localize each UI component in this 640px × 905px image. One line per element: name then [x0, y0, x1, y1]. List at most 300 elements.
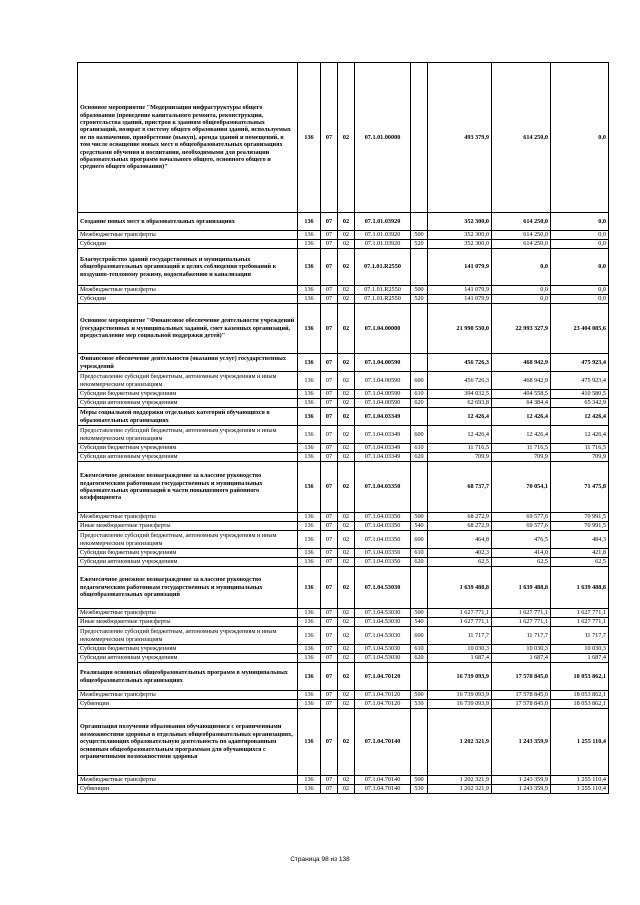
row-amount-y3: 1 639 488,8: [551, 567, 609, 609]
row-target-code: 07.1.04.53030: [355, 609, 411, 618]
row-amount-y3: 0,0: [551, 286, 609, 295]
row-amount-y2: 12 426,4: [492, 408, 551, 426]
row-subsection: 02: [338, 63, 355, 213]
row-amount-y2: 22 993 327,9: [492, 304, 551, 354]
row-section: 07: [321, 558, 338, 567]
row-amount-y1: 464,8: [428, 531, 492, 549]
row-amount-y1: 68 272,9: [428, 522, 492, 531]
row-target-code: 07.1.04.00000: [355, 304, 411, 354]
row-amount-y2: 614 250,0: [492, 213, 551, 231]
row-amount-y1: 141 079,9: [428, 249, 492, 286]
row-gr-code: 136: [298, 304, 321, 354]
row-target-code: 07.1.01.R2550: [355, 295, 411, 304]
row-name: Предоставление субсидий бюджетным, автономным учреждениям и иным некоммерческим организациям: [78, 372, 298, 390]
row-name: Создание новых мест в образовательных организациях: [78, 213, 298, 231]
row-subsection: 02: [338, 776, 355, 785]
row-section: 07: [321, 453, 338, 462]
row-section: 07: [321, 240, 338, 249]
page-number: Страница 98 из 138: [290, 856, 350, 863]
row-subsection: 02: [338, 691, 355, 700]
table-row: [78, 663, 609, 691]
row-amount-y2: 1 627 771,1: [492, 618, 551, 627]
row-target-code: 07.1.04.03349: [355, 408, 411, 426]
row-section: 07: [321, 304, 338, 354]
row-expense-type: 610: [411, 645, 428, 654]
row-amount-y1: 1 627 771,1: [428, 609, 492, 618]
row-section: 07: [321, 390, 338, 399]
table-row: [78, 618, 609, 627]
table-row: [78, 709, 609, 776]
row-amount-y3: 475 923,4: [551, 354, 609, 372]
table-row: [78, 567, 609, 609]
row-amount-y2: 0,0: [492, 295, 551, 304]
row-subsection: 02: [338, 399, 355, 408]
row-expense-type: [411, 249, 428, 286]
row-section: 07: [321, 531, 338, 549]
row-amount-y3: 18 053 862,1: [551, 691, 609, 700]
row-section: 07: [321, 522, 338, 531]
row-name: Ежемесячное денежное вознаграждение за классное руководство педагогическим работникам государственных и муниципальных образовательных организаций в части повышенного районного коэффициента: [78, 462, 298, 513]
row-name: Межбюджетные трансферты: [78, 286, 298, 295]
row-name: Ежемесячное денежное вознаграждение за классное руководство педагогическим работникам государственных и муниципальных общеобразовательных организаций: [78, 567, 298, 609]
row-expense-type: 500: [411, 231, 428, 240]
table-row: [78, 295, 609, 304]
row-section: 07: [321, 63, 338, 213]
row-gr-code: 136: [298, 426, 321, 444]
row-amount-y1: 16 739 093,9: [428, 663, 492, 691]
table-row: [78, 785, 609, 794]
row-target-code: 07.1.01.R2550: [355, 286, 411, 295]
row-name: Субсидии автономным учреждениям: [78, 654, 298, 663]
row-expense-type: 540: [411, 522, 428, 531]
row-gr-code: 136: [298, 231, 321, 240]
row-expense-type: [411, 304, 428, 354]
row-target-code: 07.1.04.03349: [355, 426, 411, 444]
table-row: [78, 390, 609, 399]
row-subsection: 02: [338, 444, 355, 453]
row-gr-code: 136: [298, 531, 321, 549]
row-amount-y3: 0,0: [551, 63, 609, 213]
row-amount-y2: 62,5: [492, 558, 551, 567]
row-amount-y3: 421,8: [551, 549, 609, 558]
row-amount-y3: 1 627 771,1: [551, 618, 609, 627]
row-amount-y1: 141 079,9: [428, 286, 492, 295]
row-target-code: 07.1.04.53030: [355, 645, 411, 654]
row-name: Реализация основных общеобразовательных программ в муниципальных общеобразовательных организациях: [78, 663, 298, 691]
row-gr-code: 136: [298, 213, 321, 231]
row-name: Субсидии автономным учреждениям: [78, 399, 298, 408]
row-subsection: 02: [338, 408, 355, 426]
row-subsection: 02: [338, 295, 355, 304]
row-amount-y1: 1 202 321,9: [428, 776, 492, 785]
row-gr-code: 136: [298, 522, 321, 531]
row-section: 07: [321, 567, 338, 609]
row-amount-y3: 62,5: [551, 558, 609, 567]
row-expense-type: 530: [411, 700, 428, 709]
row-target-code: 07.1.04.70120: [355, 691, 411, 700]
row-expense-type: 620: [411, 558, 428, 567]
row-amount-y2: 10 030,3: [492, 645, 551, 654]
row-amount-y2: 64 384,4: [492, 399, 551, 408]
row-subsection: 02: [338, 663, 355, 691]
row-expense-type: 500: [411, 691, 428, 700]
row-amount-y3: 0,0: [551, 295, 609, 304]
row-amount-y2: 1 687,4: [492, 654, 551, 663]
row-section: 07: [321, 249, 338, 286]
table-row: [78, 627, 609, 645]
row-amount-y3: 475 923,4: [551, 372, 609, 390]
table-row: [78, 645, 609, 654]
row-gr-code: 136: [298, 399, 321, 408]
row-amount-y3: 12 426,4: [551, 426, 609, 444]
row-amount-y3: 23 404 085,6: [551, 304, 609, 354]
row-name: Межбюджетные трансферты: [78, 513, 298, 522]
row-target-code: 07.1.01.03920: [355, 213, 411, 231]
row-name: Межбюджетные трансферты: [78, 691, 298, 700]
row-amount-y3: 1 687,4: [551, 654, 609, 663]
row-section: 07: [321, 408, 338, 426]
row-expense-type: [411, 663, 428, 691]
row-expense-type: [411, 354, 428, 372]
row-amount-y3: 1 255 110,4: [551, 776, 609, 785]
row-gr-code: 136: [298, 709, 321, 776]
row-gr-code: 136: [298, 444, 321, 453]
row-subsection: 02: [338, 249, 355, 286]
row-target-code: 07.1.01.03920: [355, 231, 411, 240]
row-amount-y3: 18 053 862,1: [551, 663, 609, 691]
row-amount-y3: 0,0: [551, 240, 609, 249]
row-name: Предоставление субсидий бюджетным, автономным учреждениям и иным некоммерческим организациям: [78, 627, 298, 645]
row-subsection: 02: [338, 462, 355, 513]
row-amount-y1: 1 202 321,9: [428, 785, 492, 794]
row-amount-y3: 11 716,5: [551, 444, 609, 453]
row-gr-code: 136: [298, 390, 321, 399]
row-amount-y2: 1 639 488,8: [492, 567, 551, 609]
row-expense-type: 600: [411, 372, 428, 390]
row-expense-type: 500: [411, 609, 428, 618]
row-name: Финансовое обеспечение деятельности (оказания услуг) государственных учреждений: [78, 354, 298, 372]
row-expense-type: [411, 567, 428, 609]
row-amount-y2: 11 717,7: [492, 627, 551, 645]
row-amount-y1: 394 032,5: [428, 390, 492, 399]
row-subsection: 02: [338, 354, 355, 372]
table-row: [78, 522, 609, 531]
row-target-code: 07.1.04.70140: [355, 785, 411, 794]
row-section: 07: [321, 609, 338, 618]
table-row: [78, 408, 609, 426]
row-expense-type: [411, 213, 428, 231]
row-amount-y3: 11 717,7: [551, 627, 609, 645]
row-target-code: 07.1.04.53030: [355, 618, 411, 627]
row-target-code: 07.1.04.03350: [355, 513, 411, 522]
row-name: Межбюджетные трансферты: [78, 231, 298, 240]
row-name: Субсидии бюджетным учреждениям: [78, 645, 298, 654]
row-section: 07: [321, 709, 338, 776]
row-amount-y1: 456 726,3: [428, 372, 492, 390]
row-section: 07: [321, 700, 338, 709]
row-amount-y2: 414,0: [492, 549, 551, 558]
row-target-code: 07.1.04.03349: [355, 453, 411, 462]
row-name: Субвенции: [78, 785, 298, 794]
row-gr-code: 136: [298, 700, 321, 709]
row-target-code: 07.1.01.R2550: [355, 249, 411, 286]
row-gr-code: 136: [298, 618, 321, 627]
table-row: [78, 558, 609, 567]
row-subsection: 02: [338, 549, 355, 558]
row-name: Основное мероприятие "Финансовое обеспечение деятельности учреждений (государственных и муниципальных заданий, смет казенных организаций, предоставление мер социальной поддержки детей)": [78, 304, 298, 354]
row-subsection: 02: [338, 453, 355, 462]
row-amount-y3: 70 991,5: [551, 513, 609, 522]
row-subsection: 02: [338, 531, 355, 549]
row-gr-code: 136: [298, 63, 321, 213]
row-expense-type: 530: [411, 785, 428, 794]
row-subsection: 02: [338, 304, 355, 354]
row-section: 07: [321, 426, 338, 444]
row-subsection: 02: [338, 522, 355, 531]
row-amount-y1: 62 693,8: [428, 399, 492, 408]
row-amount-y2: 1 627 771,1: [492, 609, 551, 618]
row-amount-y2: 1 243 359,9: [492, 776, 551, 785]
row-amount-y3: 0,0: [551, 213, 609, 231]
row-amount-y3: 484,3: [551, 531, 609, 549]
row-gr-code: 136: [298, 654, 321, 663]
row-name: Предоставление субсидий бюджетным, автономным учреждениям и иным некоммерческим организациям: [78, 426, 298, 444]
row-gr-code: 136: [298, 691, 321, 700]
row-amount-y1: 1 687,4: [428, 654, 492, 663]
row-subsection: 02: [338, 558, 355, 567]
row-name: Иные межбюджетные трансферты: [78, 618, 298, 627]
row-gr-code: 136: [298, 462, 321, 513]
row-subsection: 02: [338, 240, 355, 249]
row-amount-y1: 141 079,9: [428, 295, 492, 304]
row-amount-y3: 71 475,8: [551, 462, 609, 513]
row-amount-y2: 614 250,0: [492, 231, 551, 240]
row-expense-type: 610: [411, 549, 428, 558]
row-target-code: 07.1.04.70120: [355, 700, 411, 709]
row-amount-y1: 11 717,7: [428, 627, 492, 645]
row-target-code: 07.1.04.70120: [355, 663, 411, 691]
row-subsection: 02: [338, 654, 355, 663]
row-amount-y1: 1 627 771,1: [428, 618, 492, 627]
row-name: Иные межбюджетные трансферты: [78, 522, 298, 531]
row-amount-y1: 352 300,0: [428, 231, 492, 240]
row-gr-code: 136: [298, 645, 321, 654]
row-name: Благоустройство зданий государственных и муниципальных общеобразовательных организаций в целях соблюдения требований к воздушно-тепловому режиму, водоснабжению и канализации: [78, 249, 298, 286]
row-gr-code: 136: [298, 453, 321, 462]
row-gr-code: 136: [298, 513, 321, 522]
row-amount-y2: 1 243 359,9: [492, 709, 551, 776]
table-row: [78, 609, 609, 618]
row-subsection: 02: [338, 372, 355, 390]
budget-table-body: [78, 63, 609, 794]
row-section: 07: [321, 354, 338, 372]
table-row: [78, 399, 609, 408]
row-expense-type: [411, 462, 428, 513]
row-amount-y2: 468 942,9: [492, 372, 551, 390]
row-gr-code: 136: [298, 663, 321, 691]
row-target-code: 07.1.01.00000: [355, 63, 411, 213]
row-expense-type: [411, 408, 428, 426]
row-target-code: 07.1.04.03350: [355, 531, 411, 549]
table-row: [78, 372, 609, 390]
row-amount-y3: 410 580,5: [551, 390, 609, 399]
row-amount-y1: 1 202 321,9: [428, 709, 492, 776]
row-expense-type: 620: [411, 399, 428, 408]
row-name: Субсидии бюджетным учреждениям: [78, 444, 298, 453]
row-amount-y1: 12 426,4: [428, 408, 492, 426]
row-section: 07: [321, 785, 338, 794]
row-name: Основное мероприятие "Модернизация инфраструктуры общего образования (проведение капитального ремонта, реконструкции, строительства зданий, пристроя к зданиям общеобразовательных организаций, возврат в систему общего образования зданий, используемых не по назначению, приобретение (выкуп), аренда зданий и помещений, в том числе оснащение новых мест в общеобразовательных организациях средствами обучения и воспитания, необходимыми для реализации образовательных программ начального общего, основного общего и среднего общего образования)": [78, 63, 298, 213]
row-name: Межбюджетные трансферты: [78, 776, 298, 785]
row-subsection: 02: [338, 618, 355, 627]
row-amount-y1: 352 300,0: [428, 240, 492, 249]
table-row: [78, 462, 609, 513]
row-name: Субсидии: [78, 240, 298, 249]
row-amount-y1: 493 379,9: [428, 63, 492, 213]
row-section: 07: [321, 213, 338, 231]
row-expense-type: 600: [411, 426, 428, 444]
row-target-code: 07.1.04.03350: [355, 462, 411, 513]
row-amount-y2: 468 942,9: [492, 354, 551, 372]
table-row: [78, 549, 609, 558]
row-section: 07: [321, 399, 338, 408]
row-target-code: 07.1.04.00590: [355, 399, 411, 408]
row-name: Субсидии: [78, 295, 298, 304]
row-subsection: 02: [338, 567, 355, 609]
row-gr-code: 136: [298, 372, 321, 390]
row-gr-code: 136: [298, 286, 321, 295]
row-amount-y3: 12 426,4: [551, 408, 609, 426]
row-gr-code: 136: [298, 240, 321, 249]
row-target-code: 07.1.04.03350: [355, 522, 411, 531]
row-gr-code: 136: [298, 354, 321, 372]
row-amount-y3: 0,0: [551, 231, 609, 240]
row-gr-code: 136: [298, 558, 321, 567]
row-amount-y1: 352 300,0: [428, 213, 492, 231]
row-target-code: 07.1.04.00590: [355, 372, 411, 390]
row-name: Субсидии бюджетным учреждениям: [78, 390, 298, 399]
row-amount-y3: 1 255 110,4: [551, 785, 609, 794]
row-subsection: 02: [338, 286, 355, 295]
row-section: 07: [321, 654, 338, 663]
row-section: 07: [321, 231, 338, 240]
row-amount-y1: 21 990 530,0: [428, 304, 492, 354]
table-row: [78, 304, 609, 354]
row-amount-y2: 476,5: [492, 531, 551, 549]
row-name: Организация получения образования обучающимися с ограниченными возможностями здоровья в отдельных общеобразовательных организациях, осуществляющих образовательную деятельность по адаптированным основным общеобразовательным программам для обучающихся с ограниченными возможностями здоровья: [78, 709, 298, 776]
table-row: [78, 513, 609, 522]
row-subsection: 02: [338, 645, 355, 654]
row-target-code: 07.1.04.70140: [355, 709, 411, 776]
row-section: 07: [321, 691, 338, 700]
table-row: [78, 354, 609, 372]
row-subsection: 02: [338, 213, 355, 231]
row-amount-y2: 69 577,6: [492, 513, 551, 522]
row-amount-y2: 404 558,5: [492, 390, 551, 399]
row-expense-type: 620: [411, 453, 428, 462]
row-name: Субвенции: [78, 700, 298, 709]
row-amount-y3: 10 030,3: [551, 645, 609, 654]
row-target-code: 07.1.04.00590: [355, 390, 411, 399]
row-expense-type: 600: [411, 627, 428, 645]
row-expense-type: 500: [411, 513, 428, 522]
row-name: Межбюджетные трансферты: [78, 609, 298, 618]
row-amount-y3: 70 991,5: [551, 522, 609, 531]
row-amount-y2: 17 578 845,0: [492, 700, 551, 709]
row-amount-y2: 17 578 845,0: [492, 691, 551, 700]
row-expense-type: 500: [411, 776, 428, 785]
row-expense-type: [411, 709, 428, 776]
row-amount-y2: 69 577,6: [492, 522, 551, 531]
row-subsection: 02: [338, 709, 355, 776]
row-amount-y1: 12 426,4: [428, 426, 492, 444]
table-row: [78, 249, 609, 286]
row-name: Предоставление субсидий бюджетным, автономным учреждениям и иным некоммерческим организациям: [78, 531, 298, 549]
table-row: [78, 231, 609, 240]
row-amount-y2: 12 426,4: [492, 426, 551, 444]
row-target-code: 07.1.04.03350: [355, 549, 411, 558]
row-amount-y3: 709,9: [551, 453, 609, 462]
row-name: Меры социальной поддержки отдельных категорий обучающихся в образовательных организациях: [78, 408, 298, 426]
row-expense-type: 600: [411, 531, 428, 549]
row-amount-y3: 0,0: [551, 249, 609, 286]
row-amount-y1: 16 739 093,9: [428, 691, 492, 700]
row-gr-code: 136: [298, 295, 321, 304]
row-subsection: 02: [338, 231, 355, 240]
row-subsection: 02: [338, 426, 355, 444]
row-subsection: 02: [338, 609, 355, 618]
row-amount-y2: 614 250,0: [492, 63, 551, 213]
table-row: [78, 654, 609, 663]
row-amount-y3: 65 342,9: [551, 399, 609, 408]
row-amount-y2: 709,9: [492, 453, 551, 462]
row-section: 07: [321, 645, 338, 654]
row-amount-y1: 1 639 488,8: [428, 567, 492, 609]
row-target-code: 07.1.04.00590: [355, 354, 411, 372]
row-amount-y2: 11 716,5: [492, 444, 551, 453]
row-amount-y1: 68 272,9: [428, 513, 492, 522]
row-amount-y1: 10 030,3: [428, 645, 492, 654]
row-subsection: 02: [338, 627, 355, 645]
row-amount-y3: 1 627 771,1: [551, 609, 609, 618]
table-row: [78, 531, 609, 549]
row-subsection: 02: [338, 390, 355, 399]
row-section: 07: [321, 618, 338, 627]
row-gr-code: 136: [298, 408, 321, 426]
row-subsection: 02: [338, 513, 355, 522]
row-amount-y2: 614 250,0: [492, 240, 551, 249]
row-expense-type: 610: [411, 390, 428, 399]
table-row: [78, 240, 609, 249]
table-row: [78, 286, 609, 295]
row-subsection: 02: [338, 700, 355, 709]
row-expense-type: 620: [411, 654, 428, 663]
row-section: 07: [321, 286, 338, 295]
row-expense-type: 540: [411, 618, 428, 627]
row-section: 07: [321, 549, 338, 558]
row-gr-code: 136: [298, 627, 321, 645]
row-section: 07: [321, 462, 338, 513]
row-gr-code: 136: [298, 609, 321, 618]
row-target-code: 07.1.01.03920: [355, 240, 411, 249]
table-row: [78, 691, 609, 700]
row-amount-y1: 62,5: [428, 558, 492, 567]
table-row: [78, 444, 609, 453]
row-expense-type: 520: [411, 240, 428, 249]
row-amount-y3: 18 053 862,1: [551, 700, 609, 709]
row-gr-code: 136: [298, 249, 321, 286]
row-name: Субсидии автономным учреждениям: [78, 558, 298, 567]
